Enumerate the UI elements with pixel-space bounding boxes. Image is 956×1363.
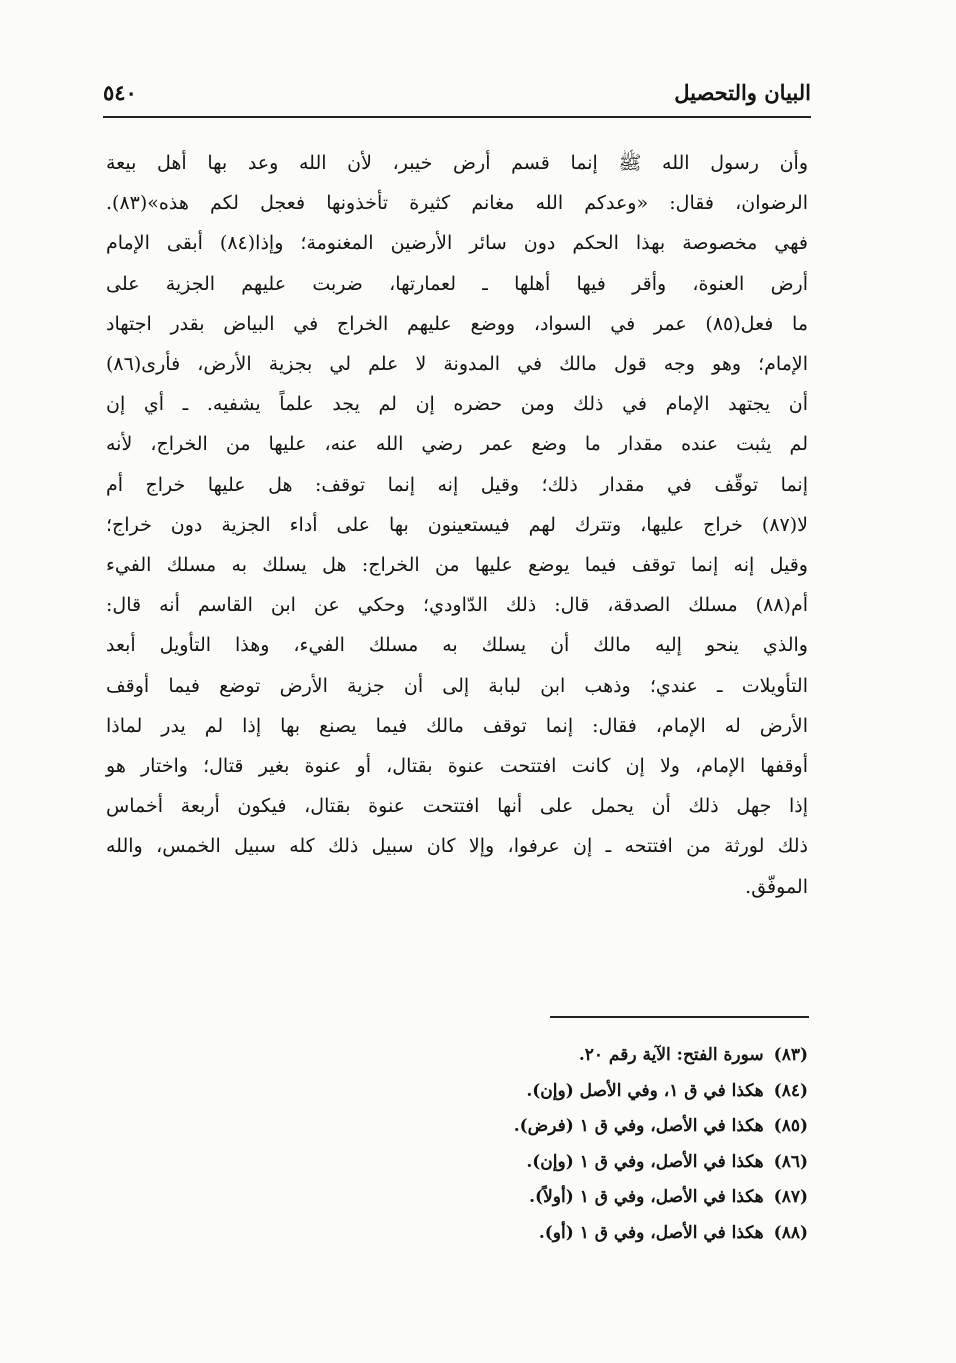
footnote-text: هكذا في ق ١، وفي الأصل (وإن). [526,1080,764,1101]
text-line: إنما توقّف في مقدار ذلك؛ وقيل إنه إنما توقف: هل عليها خراج أم [106,473,808,496]
text-line: وقيل إنه إنما توقف فيما يوضع عليها من الخراج: هل يسلك به مسلك الفيء [106,554,808,577]
text-line: وأن رسول الله ﷺ إنما قسم أرض خيبر، لأن الله وعد بها أهل بيعة [106,152,808,174]
footnote-text: سورة الفتح: الآية رقم ٢٠. [578,1045,764,1065]
running-header [103,70,811,118]
book-title: البيان والتحصيل [674,80,811,105]
text-line: أم(٨٨) مسلك الصدقة، قال: ذلك الدّاودي؛ وحكي عن ابن القاسم أنه قال: [106,594,808,617]
footnote-text: هكذا في الأصل، وفي ق ١ (أولاً). [529,1187,764,1207]
text-line: ذلك لورثة من افتتحه ـ إن عرفوا، وإلا كان سبيل ذلك كله سبيل الخمس، والله [106,835,808,858]
footnote-number: (٨٧) [773,1187,808,1207]
text-line: والذي ينحو إليه مالك أن يسلك به مسلك الفيء، وهذا التأويل أبعد [106,634,808,657]
footnote-number: (٨٦) [773,1151,808,1172]
footnote-separator [550,1016,809,1018]
footnote [388,1038,808,1074]
footnotes [388,1038,808,1251]
footnote-number: (٨٣) [773,1045,808,1065]
main-text [106,143,808,907]
footnote-number: (٨٨) [773,1222,808,1243]
text-line: أرض العنوة، وأقر فيها أهلها ـ لعمارتها، ضربت عليهم الجزية على [106,272,808,295]
footnote-number: (٨٥) [773,1116,808,1136]
text-line: الموفّق. [745,875,808,898]
footnote [388,1216,808,1252]
text-line: أن يجتهد الإمام في ذلك ومن حضره إن لم يجد علماً يشفيه. ـ أي إن [106,393,808,416]
footnote [388,1145,808,1181]
text-line: الأرض له الإمام، فقال: إنما توقف مالك فيما يصنع بها إذا لم يدر لماذا [106,714,808,737]
text-line: لا(٨٧) خراج عليها، وتترك لهم فيستعينون بها على أداء الجزية دون خراج؛ [106,513,808,536]
text-line: التأويلات ـ عندي؛ وذهب ابن لبابة إلى أن جزية الأرض توضع فيما أوقف [106,674,808,697]
text-line: أوقفها الإمام، ولا إن كانت افتتحت عنوة بقتال، أو عنوة بغير قتال؛ واختار هو [106,755,808,778]
text-line: الرضوان، فقال: «وعدكم الله مغانم كثيرة تأخذونها فعجل لكم هذه»(٨٣). [106,192,808,215]
footnote-text: هكذا في الأصل، وفي ق ١ (أو). [538,1222,764,1243]
footnote [388,1180,808,1216]
text-line: ما فعل(٨٥) عمر في السواد، ووضع عليهم الخراج في البياض بقدر اجتهاد [106,312,809,335]
footnote-text: هكذا في الأصل، وفي ق ١ (وإن). [526,1151,764,1172]
footnote-number: (٨٤) [773,1080,808,1101]
text-line: فهي مخصوصة بهذا الحكم دون سائر الأرضين المغنومة؛ وإذا(٨٤) أبقى الإمام [106,232,808,255]
footnote [388,1074,808,1110]
text-line: الإمام؛ وهو وجه قول مالك في المدونة لا علم لي بجزية الأرض، فأرى(٨٦) [106,353,808,376]
footnote-text: هكذا في الأصل، وفي ق ١ (فرض). [513,1116,764,1136]
footnote [388,1109,808,1145]
page-number: ٥٤٠ [103,80,137,105]
text-line: لم يثبت عنده مقدار ما وضع عمر رضي الله عنه، عليها من الخراج، لأنه [106,433,808,456]
header-rule [103,116,811,118]
text-line: إذا جهل ذلك أن يحمل على أنها افتتحت عنوة بقتال، فيكون أربعة أخماس [106,795,808,818]
